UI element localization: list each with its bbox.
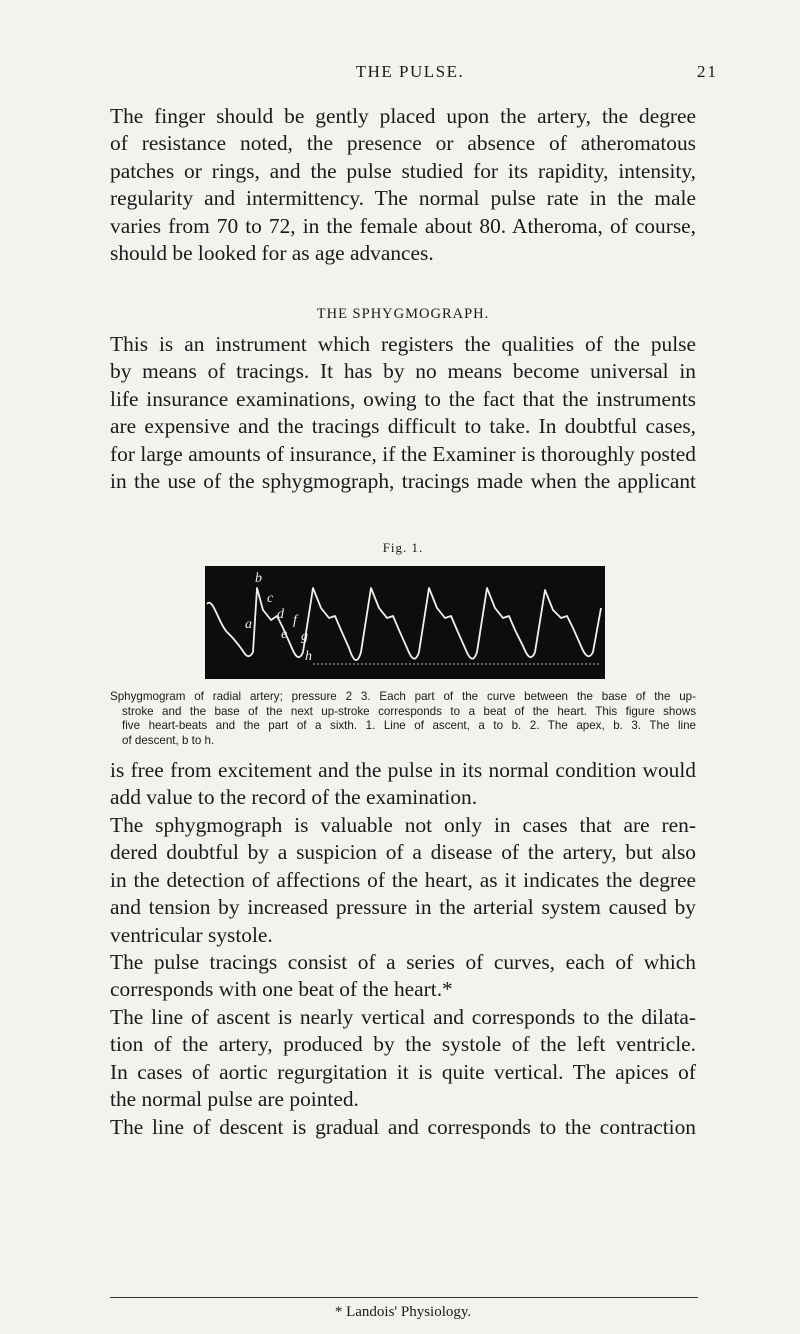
text-line: corresponds with one beat of the heart.* [110,977,453,1002]
text-line: of resistance noted, the presence or absence of atheromatous [110,131,696,156]
text-line: are expensive and the tracings difficult to take. In doubtful cases, [110,414,696,439]
caption-line: five heart-beats and the part of a sixth. 1. Line of ascent, a to b. 2. The apex, b. 3. The line [122,719,696,732]
text-line: The finger should be gently placed upon the artery, the degree [110,104,696,128]
text-line: ventricular systole. [110,922,273,947]
text-line: the normal pulse are pointed. [110,1087,359,1112]
text-line: in the detection of affections of the heart, as it indicates the degree [110,867,696,892]
text-line: This is an instrument which registers the qualities of the pulse [110,332,696,356]
footnote: * Landois' Physiology. [334,1304,472,1320]
text-line: The line of ascent is nearly vertical and corresponds to the dilata- [110,1005,696,1029]
text-line: dered doubtful by a suspicion of a disease of the artery, but also [110,840,696,865]
label-c: c [267,591,274,606]
text-line: and tension by increased pressure in the arterial system caused by [110,895,696,920]
paragraph-line-of-descent [110,1114,696,1141]
figure-background [205,566,605,679]
caption-line: of descent, b to h. [122,733,215,747]
text-line: add value to the record of the examination. [110,785,478,810]
paragraph-pulse-tracings [110,949,696,1004]
paragraph-sphygmograph-value [110,812,696,949]
text-line: varies from 70 to 72, in the female about 80. Atheroma, of course, [110,213,696,238]
paragraph-continued [110,757,696,812]
text-line: regularity and intermittency. The normal pulse rate in the male [110,186,696,211]
label-b: b [255,571,262,586]
paragraph-line-of-ascent [110,1004,696,1114]
label-e: e [281,627,288,642]
figure-caption [110,690,696,748]
sphygmogram-figure [205,566,605,679]
label-d: d [277,607,284,622]
section-heading: THE SPHYGMOGRAPH. [316,306,490,322]
figure-label: Fig. 1. [382,540,424,555]
label-h: h [305,649,312,664]
paragraph-pulse-examination [110,103,696,267]
text-line: The line of descent is gradual and corresponds to the contraction [110,1115,696,1139]
paragraph-sphygmograph-intro [110,331,696,495]
text-line: In cases of aortic regurgitation it is quite vertical. The apices of [110,1059,696,1084]
text-line: for large amounts of insurance, if the Examiner is thoroughly posted [110,441,696,466]
caption-line: Sphygmogram of radial artery; pressure 2 3. Each part of the curve between the base of the up- [110,690,696,703]
label-g: g [301,629,308,644]
text-line: should be looked for as age advances. [110,241,434,266]
text-line: is free from excitement and the pulse in its normal condition would [110,758,696,782]
text-line: patches or rings, and the pulse studied for its rapidity, intensity, [110,158,696,183]
text-line: by means of tracings. It has by no means become universal in [110,359,696,384]
label-a: a [245,617,252,632]
text-line: The sphygmograph is valuable not only in cases that are ren- [110,813,696,837]
text-line: life insurance examinations, owing to the fact that the instruments [110,386,696,411]
text-line: The pulse tracings consist of a series of curves, each of which [110,950,696,974]
running-title: THE PULSE. [355,62,465,81]
page-number: 21 [697,62,718,81]
text-line: in the use of the sphygmograph, tracings made when the applicant [110,469,696,494]
caption-line: stroke and the base of the next up-stroke corresponds to a beat of the heart. This figure shows [122,704,696,718]
footnote-rule [110,1297,698,1298]
label-f: f [293,613,297,628]
text-line: tion of the artery, produced by the systole of the left ventricle. [110,1032,696,1057]
running-head [110,62,718,84]
